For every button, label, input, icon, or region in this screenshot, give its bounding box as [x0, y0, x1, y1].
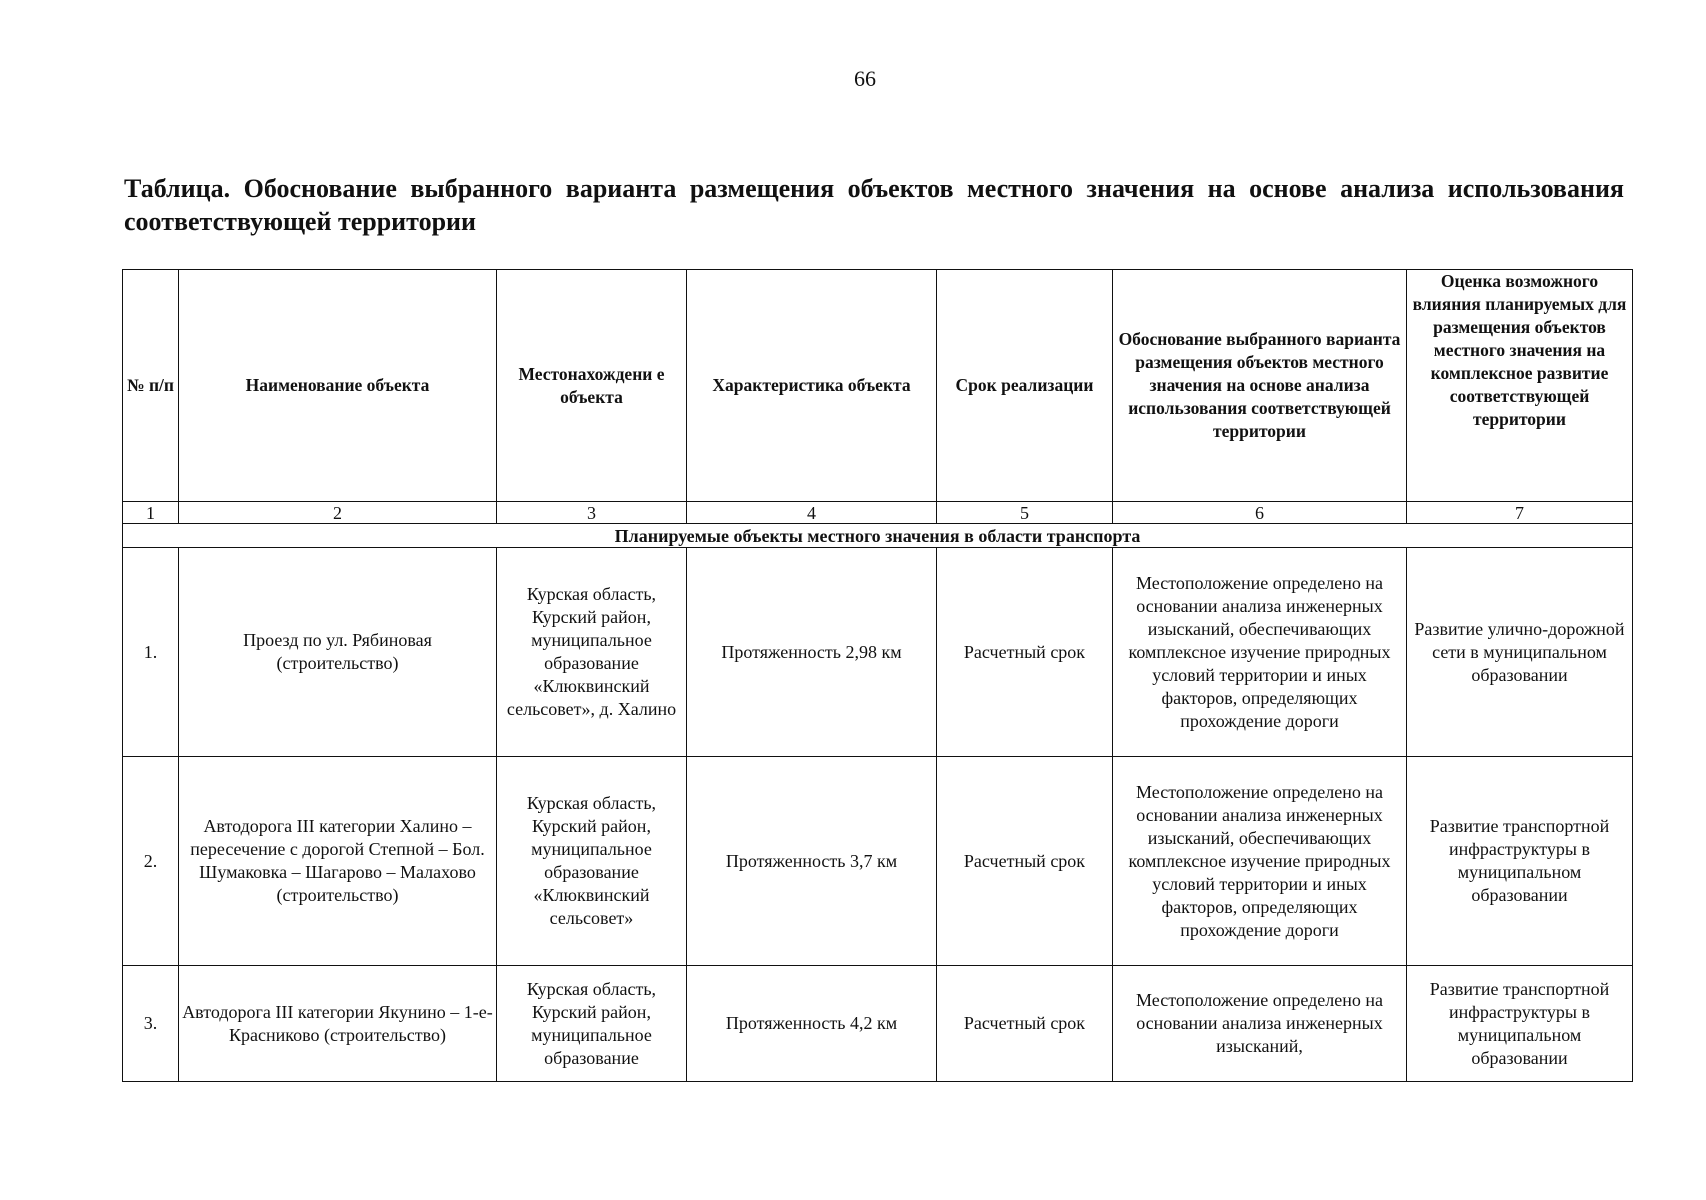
row-term: Расчетный срок	[937, 966, 1113, 1082]
column-number: 4	[687, 502, 937, 524]
table-row	[123, 757, 1633, 966]
row-justification: Местоположение определено на основании анализа инженерных изысканий,	[1113, 966, 1407, 1082]
column-number: 5	[937, 502, 1113, 524]
table-row	[123, 966, 1633, 1082]
row-characteristic: Протяженность 2,98 км	[687, 548, 937, 757]
column-number: 2	[179, 502, 497, 524]
row-characteristic: Протяженность 4,2 км	[687, 966, 937, 1082]
row-name: Автодорога III категории Халино – пересечение с дорогой Степной – Бол. Шумаковка – Шагарово – Малахово (строительство)	[179, 757, 497, 966]
page-number: 66	[854, 66, 876, 91]
row-term: Расчетный срок	[937, 548, 1113, 757]
row-assessment: Развитие транспортной инфраструктуры в муниципальном образовании	[1407, 757, 1633, 966]
row-name: Автодорога III категории Якунино – 1-е-Красниково (строительство)	[179, 966, 497, 1082]
row-assessment: Развитие транспортной инфраструктуры в муниципальном образовании	[1407, 966, 1633, 1082]
header-num: № п/п	[123, 270, 179, 502]
header-name: Наименование объекта	[179, 270, 497, 502]
objects-table	[122, 269, 1633, 1082]
header-term: Срок реализации	[937, 270, 1113, 502]
header-assessment: Оценка возможного влияния планируемых для размещения объектов местного значения на комплексное развитие соответствующей территории	[1407, 270, 1633, 502]
table-header-row	[123, 270, 1633, 502]
row-justification: Местоположение определено на основании анализа инженерных изысканий, обеспечивающих комплексное изучение природных условий территории и иных факторов, определяющих прохождение дороги	[1113, 548, 1407, 757]
row-location: Курская область, Курский район, муниципальное образование «Клюквинский сельсовет»	[497, 757, 687, 966]
row-justification: Местоположение определено на основании анализа инженерных изысканий, обеспечивающих комплексное изучение природных условий территории и иных факторов, определяющих прохождение дороги	[1113, 757, 1407, 966]
row-num: 1.	[123, 548, 179, 757]
header-justification: Обоснование выбранного варианта размещения объектов местного значения на основе анализа использования соответствующей территории	[1113, 270, 1407, 502]
row-assessment: Развитие улично-дорожной сети в муниципальном образовании	[1407, 548, 1633, 757]
header-location: Местонахождени е объекта	[497, 270, 687, 502]
table-title: Таблица. Обоснование выбранного варианта размещения объектов местного значения на основе анализа использования соответствующей территории	[124, 174, 1624, 236]
row-location: Курская область, Курский район, муниципальное образование	[497, 966, 687, 1082]
header-characteristic: Характеристика объекта	[687, 270, 937, 502]
row-characteristic: Протяженность 3,7 км	[687, 757, 937, 966]
column-number: 7	[1407, 502, 1633, 524]
row-name: Проезд по ул. Рябиновая (строительство)	[179, 548, 497, 757]
section-title: Планируемые объекты местного значения в области транспорта	[123, 524, 1633, 548]
row-num: 2.	[123, 757, 179, 966]
row-term: Расчетный срок	[937, 757, 1113, 966]
row-num: 3.	[123, 966, 179, 1082]
column-number-row	[123, 502, 1633, 524]
row-location: Курская область, Курский район, муниципальное образование «Клюквинский сельсовет», д. Халино	[497, 548, 687, 757]
table-row	[123, 548, 1633, 757]
column-number: 3	[497, 502, 687, 524]
column-number: 6	[1113, 502, 1407, 524]
column-number: 1	[123, 502, 179, 524]
section-row	[123, 524, 1633, 548]
